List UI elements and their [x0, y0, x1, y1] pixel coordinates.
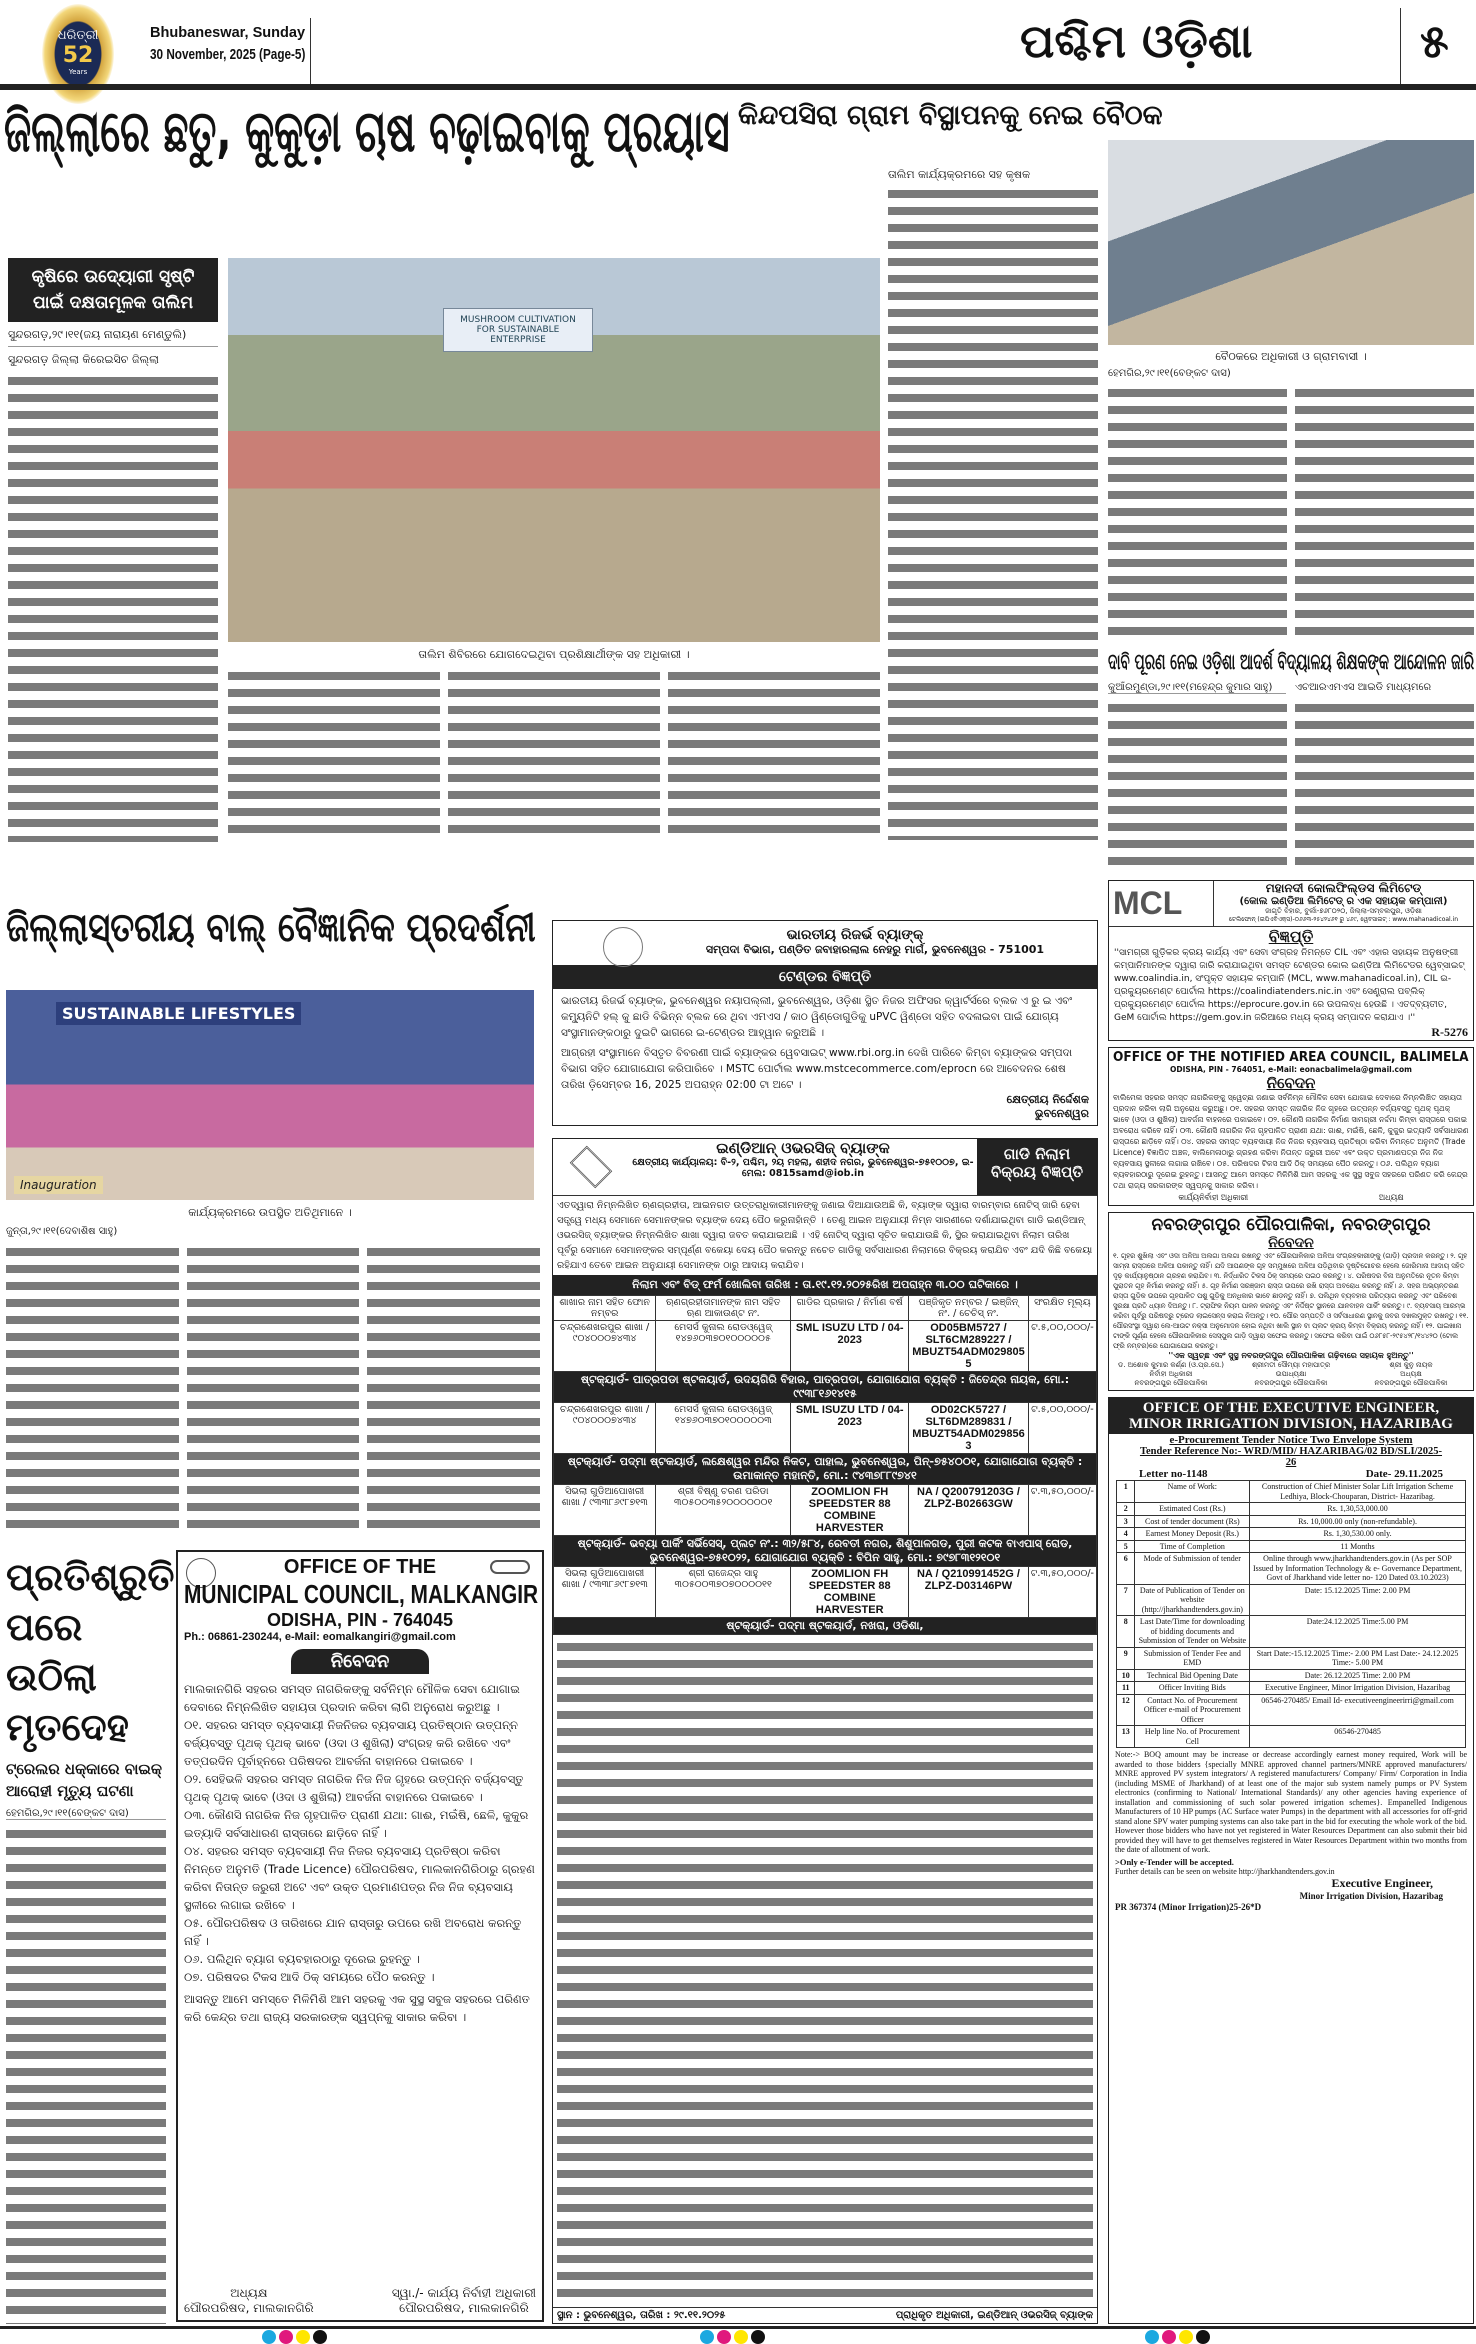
nabarangpur-slogan: ''ଏକ ସ୍ୱଚ୍ଛ ଏବଂ ସୁସ୍ଥ ନବରଙ୍ଗପୁର ପୌରପାଳିକା ଗଢ଼ିବାରେ ସହାୟକ ହୁଅନ୍ତୁ'': [1168, 1351, 1414, 1360]
row-value: Start Date:-15.12.2025 Time:- 2.00 PM Last Date:- 24.12.2025 Time:- 5.00 PM: [1250, 1647, 1465, 1669]
story3-byline: କୁଆଁରମୁଣ୍ଡା,୨୯।୧୧(ମହେନ୍ଦ୍ର କୁମାର ସାହୁ): [1108, 682, 1286, 694]
row-label: Submission of Tender Fee and EMD: [1135, 1647, 1250, 1669]
row-label: Time of Completion: [1135, 1540, 1250, 1553]
row-value: Online through www.jharkhandtenders.gov.in (As per SOP Issued by Information Technology & e- Governance Department, Govt of Jharkhand vide letter no- 120 Dated 03.10.2023): [1250, 1553, 1465, 1585]
row-label: Mode of Submission of tender: [1135, 1553, 1250, 1585]
row-label: Cost of tender document (Rs): [1135, 1515, 1250, 1528]
logo-text: ଧରିତ୍ରୀ: [57, 28, 99, 43]
black-registration-dot: [751, 2330, 765, 2344]
notice-item: ୦୫. ପୌରପରିଷଦ ଓ ତାରିଖରେ ଯାନ ରାସ୍ତାରୁ ଉପରେ ରଖି ଅବରୋଧ କରନ୍ତୁ ନାହିଁ ।: [184, 1916, 522, 1948]
signer: [1353, 1361, 1469, 1388]
row-number: 3: [1117, 1515, 1135, 1528]
rbi-seal-icon: [603, 927, 643, 967]
cell-branch: ଚନ୍ଦ୍ରଶେଖରପୁର ଶାଖା / ୯୦୪୦୦୦୭୪୩୪: [554, 1403, 656, 1454]
story2-photo: [1108, 140, 1474, 345]
table-row: [1117, 1616, 1465, 1648]
magenta-registration-dot: [1162, 2330, 1176, 2344]
iob-intro: ଏତଦ୍ୱାରା ନିମ୍ନଲିଖିତ ଋଣଗ୍ରହୀତା, ଆଇନଗତ ଉତ୍ତରାଧିକାରୀମାନଙ୍କୁ ଜଣାଇ ଦିଆଯାଉଅଛି କି, ବ୍ୟାଙ୍କ ଦ୍ୱାରା ବାରମ୍ବାର ନୋଟିସ୍ ଜାରି ହେବା ସତ୍ତ୍ୱେ ମଧ୍ୟ ସେମାନେ ସେମାନଙ୍କର ବ୍ୟାଙ୍କ ଦେୟ ପୈଠ କରୁନାହାଁନ୍ତି । ତେଣୁ ଆଇନ ଅନୁଯାୟୀ ନିମ୍ନ ସାରଣୀରେ ଦର୍ଶାଯାଇଥିବା ଗାଡି ଇଣ୍ଡିଆନ୍ ଓଭରସିଜ୍ ବ୍ୟାଙ୍କର ନିମ୍ନଲିଖିତ ଶାଖା ଦ୍ୱାରା ଜବତ କରାଯାଇଅଛି । ଏହି ନୋଟିସ୍ ଦ୍ୱାରା ସୂଚିତ କରାଯାଉଛି କି, ସ୍ଥିର କରାଯାଇଥିବା ନିଲାମ ତାରିଖ ପୂର୍ବରୁ ସେମାନେ ସେମାନଙ୍କର ସମ୍ପୂର୍ଣ୍ଣ ବକେୟା ଦେୟ ପୈଠ କରନ୍ତୁ ନଚେତ ଗାଡିକୁ ସର୍ବସାଧାରଣ ନିଲାମରେ ବିକ୍ରୟ କରାଯିବ ଏବଂ ଯଦି କିଛି ବକେୟା ରହିଯାଏ ତେବେ ଆଇନ ଅନୁଯାୟୀ ସେମାନଙ୍କ ଠାରୁ ଆଦାୟ କରାଯିବ।: [553, 1195, 1097, 1275]
malkangiri-notice: [176, 1550, 544, 2322]
hazaribag-sign1: Executive Engineer,: [1331, 1875, 1433, 1890]
mcl-logo: MCL: [1109, 881, 1214, 926]
row-label: Name of Work:: [1135, 1481, 1250, 1503]
signer-name: ଶ୍ରୀମତୀ ସୌମ୍ୟା ମହାପାତ୍ର: [1251, 1361, 1331, 1369]
table-row: [1117, 1669, 1465, 1682]
story4-photo: [6, 990, 534, 1200]
malkangiri-intro: ମାଲକାନଗିରି ସହରର ସମସ୍ତ ନାଗରିକଙ୍କୁ ସର୍ବନିମ୍ନ ମୌଳିକ ସେବା ଯୋଗାଇ ଦେବାରେ ନିମ୍ନଲିଖିତ ସହାୟତା ପ୍ରଦାନ କରିବା ଲାଗି ଅନୁରୋଧ କରୁଅଛୁ ।: [184, 1682, 520, 1714]
notice-item: ୦୬. ପଲିଥିନ ବ୍ୟାଗ ବ୍ୟବହାରଠାରୁ ଦୂରେଇ ରୁହନ୍ତୁ ।: [184, 1952, 420, 1966]
notice-item: ୦୧. ସହରର ସମସ୍ତ ବ୍ୟବସାୟୀ ନିଜନିଜର ବ୍ୟବସାୟ ପ୍ରତିଷ୍ଠାନ ଉତ୍ପନ୍ନ ବର୍ଜ୍ୟବସ୍ତୁ ପୃଥକ୍ ପୃଥକ୍ ଭାବେ (ଓଦା ଓ ଶୁଖିଲା) ସଂଗ୍ରହ କରି ରଖିବେ ଏବଂ ତତ୍‌ପରଦିନ ପୂର୍ବାହ୍ନରେ ପରିଷଦର ଆବର୍ଜନା ବାହାନରେ ପକାଇବେ ।: [184, 1718, 518, 1768]
hazaribag-note: Note:-> BOQ amount may be increase or decrease accordingly earnest money required, Work will be awarded to those bidders {specially MNRE approved channel partners/MNRE approved manufacturers/ MNRE approved PV system integrators/ A registered manufacturers/ Company/ Firm/ Corporation in India (including MSME of Jharkhand) of at least one of the major sub system namely pumps or PV System electronics (confirming to National/ International Standards)/ any other agencies having experience of installation and commissioning of such solar powered irrigation schemes}. Empanelled Indigenous Manufacturers of 10 HP pumps (AC Surface water Pumps) in the department with all accessories for off-grid stand alone SPV water pumping systems can also take part in the bid for executing the whole work of the bid. However those bidders who have not yet registered in Water Resources Department can also submit their bid provided they will have to get themselves registered in Water Resources Department within two months from the date of allotment of work.: [1115, 1750, 1467, 1854]
row-value: Rs. 1,30,530.00 only.: [1250, 1528, 1465, 1541]
mcl-title: ମହାନଦୀ କୋଲଫିଲ୍ଡସ ଲିମିଟେଡ୍: [1265, 881, 1422, 895]
iob-header: [553, 1139, 1097, 1195]
mcl-ref: R-5276: [1431, 1025, 1468, 1039]
signer-name: ଡ. ଅଶୋକ କୁମାର କର୍ଣ୍ଣ (ଓ.ପ୍ର.ସେ.): [1118, 1361, 1224, 1369]
mcl-heading: [1214, 881, 1473, 926]
iob-auction-date: ନିଲାମ ଏବଂ ବିଡ୍ ଫର୍ମ ଖୋଲିବା ତାରିଖ : ତା.୧୯.୧୨.୨୦୨୫ରିଖ ଅପରାହ୍ନ ୩.୦୦ ଘଟିକାରେ ।: [553, 1275, 1097, 1295]
cell-vehicle: ZOOMLION FH SPEEDSTER 88 COMBINE HARVESTER: [791, 1567, 909, 1618]
cell-borrower: ଶ୍ରୀ ରାଜେନ୍ଦ୍ର ସାହୁ ୩୦୫୦୦୩୭୦୭୦୦୦୦୧୧: [656, 1567, 791, 1618]
signer: [1113, 1361, 1229, 1388]
row-value: Date: 15.12.2025 Time: 2.00 PM: [1250, 1584, 1465, 1616]
story2-headline: କିନ୍ଦପସିରା ଗ୍ରାମ ବିସ୍ଥାପନକୁ ନେଇ ବୈଠକ: [738, 100, 1163, 131]
black-registration-dot: [1196, 2330, 1210, 2344]
notice-item: ୦୨. ସେହିଭଳି ସହରର ସମସ୍ତ ନାଗରିକ ନିଜ ନିଜ ଗୃହରେ ଉତ୍ପନ୍ନ ବର୍ଜ୍ୟବସ୍ତୁ ପୃଥକ୍ ପୃଥକ୍ ଭାବେ (ଓଦା ଓ ଶୁଖିଲା) ଆବର୍ଜନା ବାହାନରେ ପକାଇବେ ।: [184, 1772, 524, 1804]
iob-notice: [552, 1138, 1098, 2324]
hazaribag-date: Date- 29.11.2025: [1365, 1468, 1443, 1480]
story5-column: [6, 1552, 175, 2324]
cyan-registration-dot: [1145, 2330, 1159, 2344]
stockyard-row: [554, 1454, 1097, 1485]
cell-reg: NA / Q210991452G / ZLPZ-D03146PW: [909, 1567, 1029, 1618]
malkangiri-signatures: [184, 2280, 536, 2316]
story1-caption: ତାଲିମ ଶିବିରରେ ଯୋଗଦେଇଥିବା ପ୍ରଶିକ୍ଷାର୍ଥୀଙ୍କ ସହ ଅଧିକାରୀ ।: [418, 648, 690, 661]
divider: [1400, 8, 1401, 84]
row-number: 13: [1117, 1726, 1135, 1748]
stockyard-info: ଷ୍ଟକ୍ୟାର୍ଡ- ପାତ୍ରପଡା ଷ୍ଟକୟାର୍ଡ, ଉଦୟଗିରି ବିହାର, ପାତ୍ରପଡା, ଯୋଗାଯୋଗ ବ୍ୟକ୍ତି : ଜିତେନ୍ଦ୍ର ନାୟକ, ମୋ.: ୯୯୩୮୧୬୧୪୧୫: [554, 1372, 1097, 1403]
rbi-para2: ଆଗ୍ରହୀ ସଂସ୍ଥାମାନେ ବିସ୍ତୃତ ବିବରଣୀ ପାଇଁ ବ୍ୟାଙ୍କର ୱେବସାଇଟ୍ www.rbi.org.in ଦେଖି ପାରିବେ କିମ୍ବା ବ୍ୟାଙ୍କର ସମ୍ପଦା ବିଭାଗ ସହିତ ଯୋଗାଯୋଗ କରିପାରିବେ । MSTC ପୋର୍ଟାଲ www.mstcecommerce.com/eprocn ରେ ଆବେଦନର ଶେଷ ତାରିଖ ଡ଼ିସେମ୍ବର 16, 2025 ଅପରାହ୍ନ 02:00 ଟା ଅଟେ ।: [561, 1047, 1073, 1091]
yellow-registration-dot: [296, 2330, 310, 2344]
registration-dots: [700, 2330, 765, 2344]
iob-place-date: ସ୍ଥାନ : ଭୁବନେଶ୍ୱର, ତାରିଖ : ୨୯.୧୧.୨୦୨୫: [557, 2310, 726, 2321]
org-right: ପୌରପରିଷଦ, ମାଲକାନଗିରି: [399, 2301, 529, 2315]
masthead-rule: [0, 84, 1476, 90]
table-row: [554, 1485, 1097, 1536]
nabarangpur-body: ୧. ଗୃହର ଶୁଖିଲା ଏବଂ ଓଦା ଅଳିଆ ଅଲଗା ଅଲଗା ରଖନ୍ତୁ ଏବଂ ପୌରପାଳିକାର ଅଳିଆ ସଂଗ୍ରହକାରୀଙ୍କୁ (ଗାଡ଼ି) ପ୍ରଦାନ କରନ୍ତୁ। ୨. ଗୃହ ସାମ୍ନା ରାସ୍ତାରେ ଅଳିଆ ପକାନ୍ତୁ ନାହିଁ। ଯଦି ଆପଣଙ୍କ ଗୃହ ସମ୍ମୁଖରେ ଅଳିଆ ପଡ଼ିଥିବାର ଦୃଷ୍ଟିଗୋଚର ହେଲେ ଜୋରିମାନା ଆଦାୟ ସହିତ ଦୃଢ଼ କାର୍ଯ୍ୟାନୁଷ୍ଠାନ ଗ୍ରହଣ କରାଯିବ। ୩. ନିର୍ଦ୍ଧାରିତ ଟିକସ ଠିକ୍ ସମୟରେ ପଇଠ କରନ୍ତୁ। ୪. ପରିଷଦର ବିନା ଅନୁମତିରେ ନୂତନ କିମ୍ବା ପୁରାତନ ଗୃହ ନିର୍ମାଣ କରନ୍ତୁ ନାହିଁ। ୫. ଗୃହ ନିର୍ମାଣ ସରଞ୍ଜାମ ରାସ୍ତା ଉପରେ ରଖି ରାସ୍ତା ଅବରୋଧ କରନ୍ତୁ ନାହିଁ। ୬. ସହର ଅଭ୍ୟନ୍ତରଣ ରାସ୍ତା ଗୁଡ଼ିକ ଉପରେ ଗୃହପାଳିତ ପଶୁ ଗୁଡ଼ିକୁ ଅନଧିକାର ଭାବେ ଛାଡ଼ନ୍ତୁ ନାହିଁ। ୭. ପଲିଥିନ ବ୍ୟବହାର ପରିତ୍ୟାଗ କରନ୍ତୁ ଏବଂ ପରିବେଶ ସୁରକ୍ଷା ପ୍ରତି ଧ୍ୟାନ ଦିଅନ୍ତୁ। ୮. ଟ୍ରାଫିକ ନିୟମ ପାଳନ କରନ୍ତୁ ଏବଂ ନିର୍ଦ୍ଦିଷ୍ଟ ସ୍ଥାନରେ ଯାନବାହନ ପାର୍କିଂ କରନ୍ତୁ। ୯. ବ୍ୟବସାୟ ଆରମ୍ଭ କରିବା ପୂର୍ବରୁ ପରିଷଦରୁ ଟ୍ରେଡ ଲାଇସେନ୍ସ କରାଇ ନିଅନ୍ତୁ। ୧୦. ପୌର ସମ୍ପତ୍ତି ଓ ସର୍ବସାଧାରଣ ସ୍ଥାନକୁ ଜବର ଦଖଲମୁକ୍ତ ରଖନ୍ତୁ। ୧୧. ପୌରସଂସ୍ଥା ଦ୍ୱାରା ଲେ-ଆଉଟ ନକ୍ସା ଅନୁମୋଦନ ହୋଇ ନଥିବା ଖାଲି ସ୍ଥାନ ବା ପ୍ଲଟ କ୍ରୟ କିମ୍ବା ବିକ୍ରୟ କରନ୍ତୁ ନାହିଁ। ୧୨. ପାଇଖାନା ଟାଙ୍କି ପୂର୍ଣ୍ଣ ହେଲେ ପୌରପାଳିକାର ସେସ୍‌ପୁଲ ଗାଡ଼ି ଦ୍ୱାରା ସଫେଇ କରନ୍ତୁ। ସଫେଇ କରିବା ପାଇଁ ୦୬୮୫୮-୨୯୫୪୨୮/୧୪୪୨୦ (ଟୋଲ ଫ୍ରି ନମ୍ବର)ରେ ଯୋଗାଯୋଗ କରନ୍ତୁ।: [1113, 1252, 1469, 1350]
story1-side-body: [888, 186, 1098, 840]
row-number: 8: [1117, 1616, 1135, 1648]
dateline: [150, 22, 305, 66]
rbi-signature: [553, 1093, 1097, 1121]
cell-branch: ଚନ୍ଦ୍ରଶେଖରପୁର ଶାଖା / ୯୦୪୦୦୦୭୪୩୪: [554, 1321, 656, 1372]
row-label: Help line No. of Procurement Cell: [1135, 1726, 1250, 1748]
iob-notice-label: ଗାଡି ନିଲାମ ବିକ୍ରୟ ବିଜ୍ଞପ୍ତି: [977, 1139, 1097, 1195]
malkangiri-line1: OFFICE OF THE: [283, 1556, 437, 1578]
rbi-notice-label: ଟେଣ୍ଡର ବିଜ୍ଞପ୍ତି: [553, 965, 1097, 989]
mcl-contact: ଟେଲିଫୋନ୍ (ଇପିଏବିଏକ୍ସ)-୦୬୬୩-୨୫୪୨୪୬୧ ରୁ ୪୬୯, ୱେବସାଇଟ୍ : www.mahanadicoal.in: [1228, 916, 1459, 923]
mcl-header: [1109, 881, 1473, 927]
registration-marks: [0, 2330, 1476, 2339]
table-row: [1117, 1694, 1465, 1726]
iob-footer: [553, 2307, 1097, 2323]
table-row: [554, 1403, 1097, 1454]
story1-side-text: ତାଲିମ କାର୍ଯ୍ୟକ୍ରମରେ ସହ କୃଷକ: [888, 168, 1031, 181]
sign-right: ସ୍ୱା./- କାର୍ଯ୍ୟ ନିର୍ବାହୀ ଅଧିକାରୀ: [391, 2286, 536, 2300]
row-label: Last Date/Time for downloading of bidding documents and Submission of Tender on Website: [1135, 1616, 1250, 1648]
rbi-address: ସମ୍ପଦା ବିଭାଗ, ପଣ୍ଡିତ ଜବାହାରଲାଲ ନେହରୁ ମାର୍ଗ, ଭୁବନେଶ୍ୱର - 751001: [705, 943, 1045, 956]
story1-byline: ସୁନ୍ଦରଗଡ଼,୨୯।୧୧(ଜୟ ନାରାୟଣ ମେଣ୍ଡୁଲି): [8, 328, 218, 347]
footer-rule: [0, 2326, 1476, 2329]
right-ads-column: [1108, 880, 1474, 2324]
row-number: 10: [1117, 1669, 1135, 1682]
story1-photo: [228, 258, 880, 642]
balimela-body: ବାଲିମେଳା ସହରର ସମସ୍ତ ନାଗରିକଙ୍କୁ ସ୍ୱେଚ୍ଛା ଜଣାଇ ସର୍ବନିମ୍ନ ମୌଳିକ ସେବା ଯୋଗାଇ ଦେବାରେ ନିମ୍ନଲିଖିତ ସହାୟତା ପ୍ରଦାନ କରିବା ଲାଗି ଅନୁରୋଧ କରୁଅଛୁ। ୦୧. ସହରର ସମସ୍ତ ନାଗରିକ ନିଜ ଗୃହରେ ଉତ୍ପନ୍ନ ବର୍ଜ୍ୟବସ୍ତୁ ପୃଥକ୍ ପୃଥକ୍ ଭାବେ (ଓଦା ଓ ଶୁଖିଲା) ଆବର୍ଜନା ବାହନରେ ପକାଇବେ। ୦୨. କୌଣସି ନାଗରିକ ନିର୍ମାଣ ସାମଗ୍ରୀ ନର୍ଦ୍ଦମା କିମ୍ବା ରାସ୍ତାରେ ପକାଇ ଅବରୋଧ କରିବେ ନାହିଁ। ୦୩. କୌଣସି ନାଗରିକ ନିଜ ଗୃହପାଳିତ ପ୍ରାଣୀ ଯଥା: ଗାଈ, ମଇଁଷି, ଛେଳି, କୁକୁର ଇତ୍ୟାଦି ସର୍ବସାଧାରଣ ରାସ୍ତାରେ ଛାଡ଼ିବେ ନାହିଁ। ୦୪. ସହରର ସମସ୍ତ ବ୍ୟବସାୟୀ ନିଜ ନିଜର ବ୍ୟବସାୟ ପ୍ରତିଷ୍ଠା କରିବା ନିମନ୍ତେ ଅନୁମତି (Trade Licence) ବିଜ୍ଞାପିତ ଅଞ୍ଚଳ, ବାଲିମେଳାଠାରୁ ଗ୍ରହଣ କରିବା ନିତାନ୍ତ ଜରୁରୀ ଅଟେ ଏବଂ ଉକ୍ତ ପ୍ରମାଣପତ୍ର ନିଜ ନିଜ ବ୍ୟବସାୟ ସ୍ଥଳୀରେ ଲଗାଇ ରଖିବେ। ୦୫. ପରିଷଦର ଟିକସ ଆଦି ଠିକ୍ ସମୟରେ ପୈଠ କରନ୍ତୁ। ୦୬. ପଲିଥିନ ବ୍ୟାଗ ବ୍ୟବହାରଠାରୁ ଦୂରେଇ ରୁହନ୍ତୁ। ଆସନ୍ତୁ ଆମେ ସମସ୍ତେ ମିଳିମିଶି ଆମ ସହରକୁ ଏକ ସୁସ୍ଥ ସବୁଜ ସହରରେ ପରିଣତ କରି କେନ୍ଦ୍ର ତଥା ରାଜ୍ୟ ସରକାରଙ୍କ ସ୍ୱପ୍ନକୁ ସାକାର କରିବା।: [1113, 1093, 1469, 1190]
org-left: ପୌରପରିଷଦ, ମାଲକାନଗିରି: [184, 2301, 314, 2315]
column-header: ଋଣଗ୍ରହୀତାମାନଙ୍କ ନାମ ସହିତ ଋଣ ଆକାଉଣ୍ଟ ନଂ.: [656, 1296, 791, 1321]
cell-price: ଟ.୫,୦୦,୦୦୦/-: [1028, 1403, 1096, 1454]
mcl-address: ଜାଗୃତି ବିହାର, ବୁର୍ଲା-୭୬୮୦୨୦, ଜିଲ୍ଲା-ସମ୍ବଲପୁର, ଓଡ଼ିଶା: [1265, 907, 1422, 915]
iob-address: କ୍ଷେତ୍ରୀୟ କାର୍ଯ୍ୟାଳୟ: ବି-୨, ପଶ୍ଚିମ, ୨ୟ ମହଲା, ଶହୀଦ ନଗର, ଭୁବନେଶ୍ୱର-୭୫୧୦୦୭, ଇ-ମେଲ: 0815samd@iob.in: [632, 1157, 974, 1179]
table-row: [1117, 1528, 1465, 1541]
row-value: Executive Engineer, Minor Irrigation Division, Hazaribag: [1250, 1682, 1465, 1695]
balimela-contact: ODISHA, PIN - 764051, e-Mail: eonacbalimela@gmail.com: [1170, 1065, 1412, 1074]
malkangiri-items: [184, 1716, 536, 1986]
hazaribag-sign2: Minor Irrigation Division, Hazaribag: [1299, 1890, 1443, 1901]
nabarangpur-notice: [1108, 1212, 1474, 1391]
hazaribag-letter: Letter no-1148: [1139, 1468, 1208, 1480]
row-number: 6: [1117, 1553, 1135, 1585]
hazaribag-only: >Only e-Tender will be accepted.: [1115, 1856, 1234, 1867]
notice-label: ନିବେଦନ: [291, 1649, 429, 1674]
cell-borrower: ମେସର୍ସ କୁନାଲ ରୋଡଓ୍ୱେଜ୍ ୧୪୭୬୦୩୭୦୧୦୦୦୦୦୩: [656, 1403, 791, 1454]
row-value: Date: 26.12.2025 Time: 2.00 PM: [1250, 1669, 1465, 1682]
malkangiri-line2: MUNICIPAL COUNCIL, MALKANGIR: [184, 1579, 539, 1609]
sign-left: ଅଧ୍ୟକ୍ଷ: [230, 2286, 268, 2300]
story1-side-column: [888, 168, 1098, 840]
iob-terms-text: [557, 1639, 1093, 2303]
rbi-title: ଭାରତୀୟ ରିଜର୍ଭ ବ୍ୟାଙ୍କ୍: [786, 927, 924, 943]
story2-body: [1108, 385, 1474, 635]
divider: [310, 18, 311, 84]
table-row: [554, 1321, 1097, 1372]
story3-headline: ଦାବି ପୂରଣ ନେଇ ଓଡ଼ିଶା ଆଦର୍ଶ ବିଦ୍ୟାଳୟ ଶିକ୍ଷକଙ୍କ ଆନ୍ଦୋଳନ ଜାରି: [1108, 650, 1475, 675]
signer-role: ନିର୍ବାହୀ ଅଧିକାରୀ: [1149, 1370, 1193, 1378]
row-label: Earnest Money Deposit (Rs.): [1135, 1528, 1250, 1541]
table-row: [1117, 1553, 1465, 1585]
notice-label-wrap: [184, 1649, 536, 1674]
iob-vehicle-table: [553, 1295, 1097, 1635]
iob-signer: ପ୍ରାଧିକୃତ ଅଧିକାରୀ, ଇଣ୍ଡିଆନ୍ ଓଭରସିଜ୍ ବ୍ୟାଙ୍କ: [895, 2310, 1093, 2321]
cell-branch: ସିଭଲା ଗୁଡିଆପୋଖରୀ ଶାଖା / ୯୩୩୮୬୯୮୭୧୩: [554, 1567, 656, 1618]
story5-headline: ପ୍ରତିଶ୍ରୁତି ପରେ ଉଠିଲା ମୃତଦେହ: [6, 1555, 175, 1749]
story4-headline: ଜିଲ୍ଲାସ୍ତରୀୟ ବାଲ୍ ବୈଜ୍ଞାନିକ ପ୍ରଦର୍ଶନୀ: [6, 905, 536, 951]
signer-name: ଶ୍ରୀ କୁନୁ ନାୟକ: [1389, 1361, 1433, 1369]
story1-headline: ଜିଲ୍ଲାରେ ଛତୁ, କୁକୁଡ଼ା ଚାଷ ବଢ଼ାଇବାକୁ ପ୍ରୟାସ: [4, 97, 730, 165]
signer-org: ନବରଙ୍ଗପୁର ପୌରପାଳିକା: [1374, 1379, 1448, 1387]
table-row: [1117, 1647, 1465, 1669]
balimela-notice-label: ନିବେଦନ: [1266, 1074, 1316, 1092]
section-title: ପଶ୍ଚିମ ଓଡ଼ିଶା: [1020, 14, 1253, 68]
cyan-registration-dot: [700, 2330, 714, 2344]
signer: [1233, 1361, 1349, 1388]
hazaribag-further: Further details can be seen on website http://jharkhandtenders.gov.in: [1115, 1866, 1335, 1876]
row-label: Estimated Cost (Rs.): [1135, 1503, 1250, 1516]
row-number: 7: [1117, 1584, 1135, 1616]
nabarangpur-signers: [1113, 1361, 1469, 1388]
table-row: [1117, 1584, 1465, 1616]
sign-right: ଅଧ୍ୟକ୍ଷ: [1378, 1193, 1404, 1202]
malkangiri-contact: Ph.: 06861-230244, e-Mail: eomalkangiri@gmail.com: [184, 1631, 456, 1643]
mcl-notice: [1108, 880, 1474, 1041]
cell-reg: NA / Q200791203G / ZLPZ-B02663GW: [909, 1485, 1029, 1536]
row-value: 06546-270485/ Email Id- executiveengineerirri@gmail.com: [1250, 1694, 1465, 1726]
stockyard-row: [554, 1618, 1097, 1635]
cell-borrower: ଶ୍ରୀ ବିଷ୍ଣୁ ଚରଣ ପରିଡା ୩୦୫୦୦୩୫୨୦୦୦୦୦୦୧: [656, 1485, 791, 1536]
story5-body: [6, 1826, 166, 2324]
stockyard-info: ଷ୍ଟକ୍ୟାର୍ଡ- ପଦ୍ମା ଷ୍ଟକୟାର୍ଡ, ନଖରା, ଓଡିଶା,: [554, 1618, 1097, 1635]
registration-dots: [1145, 2330, 1210, 2344]
row-value: Date:24.12.2025 Time:5.00 PM: [1250, 1616, 1465, 1648]
swachh-glasses-icon: [490, 1560, 530, 1574]
row-value: Rs. 1,30,53,000.00: [1250, 1503, 1465, 1516]
cell-branch: ସିଭଲା ଗୁଡିଆପୋଖରୀ ଶାଖା / ୯୩୩୮୬୯୮୭୧୩: [554, 1485, 656, 1536]
magenta-registration-dot: [717, 2330, 731, 2344]
rbi-notice: [552, 920, 1098, 1126]
story3-lead: ଏଚଆରଏମଏସ ଆଇଡି ମାଧ୍ୟମରେ: [1295, 682, 1432, 693]
yellow-registration-dot: [734, 2330, 748, 2344]
hazaribag-letter-date: [1109, 1468, 1473, 1480]
place-day: Bhubaneswar, Sunday: [150, 24, 306, 41]
rbi-sign2: ଭୁବନେଶ୍ୱର: [1034, 1107, 1089, 1120]
table-row: [1117, 1515, 1465, 1528]
signer-role: ଉପାଧ୍ୟକ୍ଷା: [1275, 1370, 1307, 1378]
story2-byline: ହେମଗିର,୨୯।୧୧(ବେଙ୍କଟ ଦାସ): [1108, 368, 1231, 379]
table-row: [1117, 1540, 1465, 1553]
table-row: [1117, 1682, 1465, 1695]
cell-price: ଟ.୩,୫୦,୦୦୦/-: [1028, 1567, 1096, 1618]
hazaribag-ref: Tender Reference No:- WRD/MID/ HAZARIBAG/02 BD/SLI/2025-26: [1139, 1446, 1443, 1468]
logo-years: 52: [62, 43, 94, 68]
story1-body-text: [8, 373, 218, 842]
stockyard-row: [554, 1536, 1097, 1567]
row-number: 4: [1117, 1528, 1135, 1541]
story1-kicker: କୃଷିରେ ଉଦ୍ୟୋଗୀ ସୃଷ୍ଟି ପାଇଁ ଦକ୍ଷତାମୂଳକ ତାଲିମ: [8, 258, 218, 322]
row-label: Date of Publication of Tender on website (http://jharkhandtenders.gov.in): [1135, 1584, 1250, 1616]
signer-role: ଅଧ୍ୟକ୍ଷ: [1400, 1370, 1422, 1378]
notice-item: ୦୭. ପରିଷଦର ଟିକସ ଆଦି ଠିକ୍ ସମୟରେ ପୈଠ କରନ୍ତୁ ।: [184, 1970, 435, 1984]
cell-reg: OD05BM5727 / SLT6CM289227 / MBUZT54ADM0298055: [909, 1321, 1029, 1372]
cell-borrower: ମେସର୍ସ କୁନାଲ ରୋଡଓ୍ୱେଜ୍ ୧୪୭୬୦୩୭୦୧୦୦୦୦୦୫: [656, 1321, 791, 1372]
mcl-body: ''ସାମଗ୍ରୀ ଗୁଡ଼ିକର କ୍ରୟ କାର୍ଯ୍ୟ ଏବଂ ସେବା ସଂଗ୍ରହ ନିମନ୍ତେ CIL ଏବଂ ଏହାର ସହାୟକ ଅନୁଷଙ୍ଗୀ କମ୍ପାନିମାନଙ୍କ ଦ୍ୱାରା ଜାରି କରାଯାଇଥିବା ସମସ୍ତ ଟେଣ୍ଡର କୋଲ ଇଣ୍ଡିଆ ଲିମିଟେଡର ୱେବ୍‌ସାଇଟ୍ www.coalindia.in, ସଂପୃକ୍ତ ସହାୟକ କମ୍ପାନି (MCL, www.mahanadicoal.in), CIL ଇ-ପ୍ରକ୍ୟୁରମେଣ୍ଟ ପୋର୍ଟାଲ https://coalindiatenders.nic.in ଏବଂ ସେଣ୍ଟ୍ରାଲ ପବ୍ଲିକ୍ ପ୍ରକ୍ୟୁରମେଣ୍ଟ ପୋର୍ଟାଲ https://eprocure.gov.in ରେ ଉପଲବ୍ଧ ହେଉଛି । ଏତଦ୍‌ବ୍ୟତୀତ, GeM ପୋର୍ଟାଲ https://gem.gov.in ଜରିଆରେ ମଧ୍ୟ କ୍ରୟ ସମ୍ପାଦନ କରାଯାଏ ।'': [1114, 948, 1465, 1023]
row-value: 11 Months: [1250, 1540, 1465, 1553]
row-number: 12: [1117, 1694, 1135, 1726]
column-header: ପଞ୍ଜିକୃତ ନମ୍ବର / ଇଞ୍ଜିନ୍ ନଂ. / ଚେଚିସ୍ ନଂ.: [909, 1296, 1029, 1321]
story1-lead: ସୁନ୍ଦରଗଡ଼ ଜିଲ୍ଲା କିରେଇସିଚ ଜିଲ୍ଲା: [8, 353, 159, 366]
cell-vehicle: ZOOMLION FH SPEEDSTER 88 COMBINE HARVESTER: [791, 1485, 909, 1536]
cell-vehicle: SML ISUZU LTD / 04-2023: [791, 1403, 909, 1454]
table-row: [1117, 1481, 1465, 1503]
hazaribag-pr: PR 367374 (Minor Irrigation)25-26*D: [1115, 1901, 1262, 1912]
cell-vehicle: SML ISUZU LTD / 04-2023: [791, 1321, 909, 1372]
cell-price: ଟ.୫,୦୦,୦୦୦/-: [1028, 1321, 1096, 1372]
table-header-row: [554, 1296, 1097, 1321]
story4-byline: ଜୁନ୍ତା,୨୯।୧୧(ଦେବାଶିଷ ସାହୁ): [6, 1226, 118, 1237]
mcl-subtitle: (କୋଲ ଇଣ୍ଡିଆ ଲିମିଟେଡ୍ ର ଏକ ସହାୟକ କମ୍ପାନୀ): [1239, 896, 1448, 907]
photo-banner: MUSHROOM CULTIVATION FOR SUSTAINABLE ENTERPRISE: [443, 308, 593, 352]
table-row: [1117, 1503, 1465, 1516]
balimela-title: OFFICE OF THE NOTIFIED AREA COUNCIL, BALIMELA: [1113, 1050, 1469, 1065]
cyan-registration-dot: [262, 2330, 276, 2344]
story2-caption: ବୈଠକରେ ଅଧିକାରୀ ଓ ଗ୍ରାମବାସୀ ।: [1215, 350, 1367, 363]
row-label: Officer Inviting Bids: [1135, 1682, 1250, 1695]
story3-body: [1108, 700, 1474, 870]
signer-org: ନବରଙ୍ଗପୁର ପୌରପାଳିକା: [1134, 1379, 1208, 1387]
signer-org: ନବରଙ୍ଗପୁର ପୌରପାଳିକା: [1254, 1379, 1328, 1387]
row-number: 5: [1117, 1540, 1135, 1553]
row-number: 11: [1117, 1682, 1135, 1695]
stockyard-info: ଷ୍ଟକ୍ୟାର୍ଡ- ପଦ୍ମା ଷ୍ଟକୟାର୍ଡ, ଲକ୍ଷେଶ୍ୱର ମନ୍ଦିର ନିକଟ, ପାହାଲ, ଭୁବନେଶ୍ୱର, ପିନ୍-୭୫୪୦୦୧, ଯୋଗାଯୋଗ ବ୍ୟକ୍ତି : ଉମାକାନ୍ତ ମହାନ୍ତି, ମୋ.: ୯୪୩୭୮୮୯୭୪୧: [554, 1454, 1097, 1485]
mcl-notice-label: ବିଜ୍ଞପ୍ତି: [1268, 927, 1314, 946]
iob-logo-icon: [570, 1146, 612, 1188]
page-number: ୫: [1420, 14, 1449, 68]
yellow-registration-dot: [1179, 2330, 1193, 2344]
cell-price: ଟ.୩,୫୦,୦୦୦/-: [1028, 1485, 1096, 1536]
rbi-sign1: କ୍ଷେତ୍ରୀୟ ନିର୍ଦ୍ଦେଶକ: [1006, 1093, 1089, 1106]
middle-ads-column: [552, 920, 1098, 2324]
hazaribag-title: OFFICE OF THE EXECUTIVE ENGINEER, MINOR IRRIGATION DIVISION, HAZARIBAG: [1109, 1398, 1473, 1434]
row-value: 06546-270485: [1250, 1726, 1465, 1748]
hazaribag-tender-table: [1116, 1480, 1465, 1748]
stockyard-info: ଷ୍ଟକ୍ୟାର୍ଡ- ଭବ୍ୟା ପାର୍କିଂ ସର୍ଭିସେସ୍, ପ୍ଲଟ ନଂ.: ୩୨/୫୮୪, ରେବତୀ ନଗର, ଶିଶୁପାଳଗଡ, ପୁରୀ କଟକ ବାଏପାସ୍ ରୋଡ, ଭୁବନେଶ୍ୱର-୭୫୧୦୨୨, ଯୋଗାଯୋଗ ବ୍ୟକ୍ତି : ବିପିନ ସାହୁ, ମୋ.: ୭୯୭୮୩୧୨୧୦୧: [554, 1536, 1097, 1567]
rbi-para1: ଭାରତୀୟ ରିଜର୍ଭ ବ୍ୟାଙ୍କ, ଭୁବନେଶ୍ୱର ନୟାପଲ୍ଲୀ, ଭୁବନେଶ୍ୱର, ଓଡ଼ିଶା ସ୍ଥିତ ନିଜର ଅଫିସର କ୍ୱାର୍ଟର୍ସରେ ବ୍ଲକ ଏ ରୁ ଇ ଏବଂ କମ୍ୟୁନିଟି ହଲ୍ କୁ ଛାଡି ବିଭିନ୍ନ ବ୍ଲକ ରେ ଥିବା ଏମଏସ / କାଠ ୱିଣ୍ଡୋଗୁଡିକୁ uPVC ୱିଣ୍ଡୋ ସହିତ ବଦଳାଇବା ପାଇଁ ଯୋଗ୍ୟ ସଂସ୍ଥାମାନଙ୍କଠାରୁ ଦୁଇଟି ଭାଗରେ ଇ-ଟେଣ୍ଡର ଆହ୍ୱାନ କରୁଅଛି ।: [561, 995, 1073, 1039]
balimela-notice: [1108, 1047, 1474, 1206]
table-row: [554, 1567, 1097, 1618]
table-row: [1117, 1726, 1465, 1748]
balimela-signatures: [1113, 1193, 1469, 1203]
row-label: Technical Bid Opening Date: [1135, 1669, 1250, 1682]
malkangiri-line3: ODISHA, PIN - 764045: [266, 1610, 454, 1630]
story5-subhead: ଟ୍ରେଲର ଧକ୍କାରେ ବାଇକ୍ ଆରୋହୀ ମୃତ୍ୟୁ ଘଟଣା: [6, 1760, 162, 1800]
iob-title: ଇଣ୍ଡିଆନ୍ ଓଭରସିଜ୍ ବ୍ୟାଙ୍କ: [716, 1139, 890, 1157]
row-number: 2: [1117, 1503, 1135, 1516]
row-number: 1: [1117, 1481, 1135, 1503]
registration-dots: [262, 2330, 327, 2344]
hazaribag-subtitle: e-Procurement Tender Notice Two Envelope System: [1169, 1434, 1413, 1446]
column-header: ଗାଡିର ପ୍ରକାର / ନିର୍ମାଣ ବର୍ଷ: [791, 1296, 909, 1321]
story1-left-column: [8, 258, 218, 842]
nabarangpur-title: ନବରଙ୍ଗପୁର ପୌରପାଳିକା, ନବରଙ୍ଗପୁର: [1151, 1215, 1431, 1235]
masthead: [0, 0, 1476, 92]
stockyard-row: [554, 1372, 1097, 1403]
story4-body: [6, 1244, 540, 1534]
photo-sign: Inauguration: [14, 1176, 103, 1194]
black-registration-dot: [313, 2330, 327, 2344]
sign-left: କାର୍ଯ୍ୟନିର୍ବାହୀ ଅଧିକାରୀ: [1178, 1193, 1249, 1202]
story5-byline: ହେମଗିର,୨୯।୧୧(ବେଙ୍କଟ ଦାସ): [6, 1808, 166, 1820]
iob-heading: [629, 1139, 977, 1195]
magenta-registration-dot: [279, 2330, 293, 2344]
photo-banner: SUSTAINABLE LIFESTYLES: [56, 1002, 301, 1025]
notice-item: ୦୪. ସହରର ସମସ୍ତ ବ୍ୟବସାୟୀ ନିଜ ନିଜର ବ୍ୟବସାୟ ପ୍ରତିଷ୍ଠା କରିବା ନିମନ୍ତେ ଅନୁମତି (Trade Licence) ପୌରପରିଷଦ, ମାଲକାନଗିରିଠାରୁ ଗ୍ରହଣ କରିବା ନିତାନ୍ତ ଜରୁରୀ ଅଟେ ଏବଂ ଉକ୍ତ ପ୍ରମାଣପତ୍ର ନିଜ ନିଜ ବ୍ୟବସାୟ ସ୍ଥଳୀରେ ଲଗାଇ ରଖିବେ ।: [184, 1844, 535, 1912]
row-value: Rs. 10,000.00 only (non-refundable).: [1250, 1515, 1465, 1528]
row-number: 9: [1117, 1647, 1135, 1669]
row-value: Construction of Chief Minister Solar Lift Irrigation Scheme Ledhiya, Block-Chouparan, District- Hazaribag.: [1250, 1481, 1465, 1503]
cell-reg: OD02CK5727 / SLT6DM289831 / MBUZT54ADM0298563: [909, 1403, 1029, 1454]
story4-caption: କାର୍ଯ୍ୟକ୍ରମରେ ଉପସ୍ଥିତ ଅତିଥିମାନେ ।: [188, 1206, 352, 1219]
malkangiri-closing: ଆସନ୍ତୁ ଆମେ ସମସ୍ତେ ମିଳିମିଶି ଆମ ସହରକୁ ଏକ ସୁସ୍ଥ ସବୁଜ ସହରରେ ପରିଣତ କରି କେନ୍ଦ୍ର ତଥା ରାଜ୍ୟ ସରକାରଙ୍କ ସ୍ୱପ୍ନକୁ ସାକାର କରିବା ।: [184, 1992, 530, 2024]
hazaribag-tender-notice: [1108, 1397, 1474, 2324]
notice-item: ୦୩. କୌଣସି ନାଗରିକ ନିଜ ଗୃହପାଳିତ ପ୍ରାଣୀ ଯଥା: ଗାଈ, ମଇଁଷି, ଛେଳି, କୁକୁର ଇତ୍ୟାଦି ସର୍ବସାଧାରଣ ରାସ୍ତାରେ ଛାଡ଼ିବେ ନାହିଁ ।: [184, 1808, 529, 1840]
nabarangpur-notice-label: ନିବେଦନ: [1268, 1235, 1314, 1251]
logo-years-label: Years: [68, 68, 88, 76]
date-page: 30 November, 2025 (Page-5): [150, 46, 306, 63]
story1-body-columns: [228, 668, 880, 840]
column-header: ଶାଖାର ନାମ ସହିତ ଫୋନ ନମ୍ବର: [554, 1296, 656, 1321]
row-label: Contact No. of Procurement Officer e-mail of Procurement Officer: [1135, 1694, 1250, 1726]
column-header: ସଂରକ୍ଷିତ ମୂଲ୍ୟ: [1028, 1296, 1096, 1321]
